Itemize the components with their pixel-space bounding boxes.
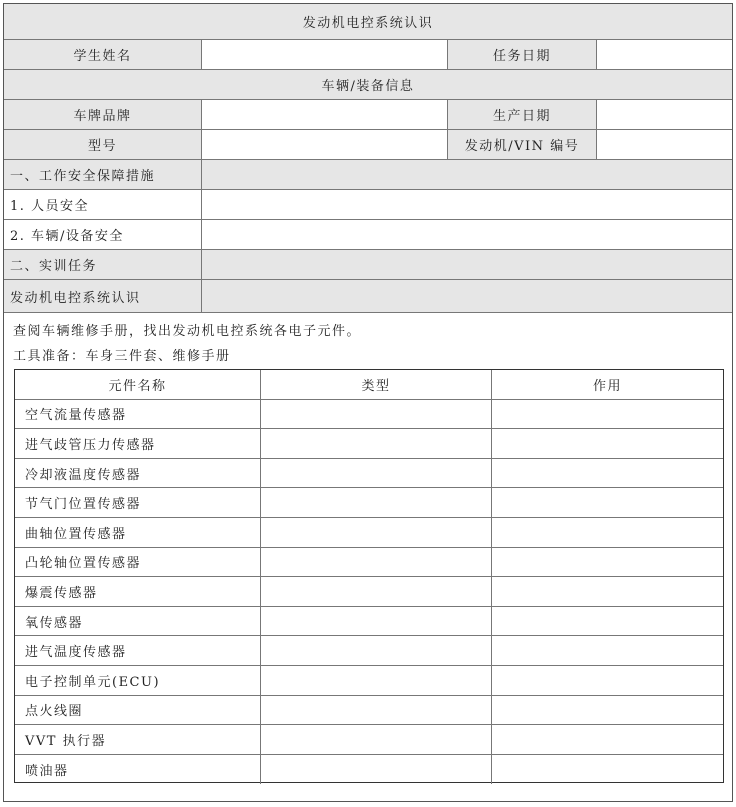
component-type-field[interactable]	[261, 400, 492, 429]
training-section-fill	[202, 250, 732, 279]
plate-brand-label: 车牌品牌	[4, 100, 202, 129]
component-function-field[interactable]	[492, 725, 723, 754]
instruction-line-2: 工具准备：车身三件套、维修手册	[13, 349, 231, 364]
component-function-field[interactable]	[492, 518, 723, 547]
component-function-field[interactable]	[492, 636, 723, 665]
model-field[interactable]	[202, 130, 448, 159]
plate-row	[4, 100, 732, 130]
component-name: 氧传感器	[15, 607, 261, 636]
table-row	[15, 518, 723, 548]
component-name: VVT 执行器	[15, 725, 261, 754]
component-name: 进气温度传感器	[15, 636, 261, 665]
personal-safety-label: 1. 人员安全	[4, 190, 202, 219]
task-date-field[interactable]	[597, 40, 732, 69]
component-type-field[interactable]	[261, 577, 492, 606]
engine-vin-label: 发动机/VIN 编号	[448, 130, 597, 159]
safety-section-title: 一、工作安全保障措施	[4, 160, 202, 189]
production-date-label: 生产日期	[448, 100, 597, 129]
student-name-label: 学生姓名	[4, 40, 202, 69]
safety-section-fill	[202, 160, 732, 189]
component-type-field[interactable]	[261, 459, 492, 488]
component-function-field[interactable]	[492, 459, 723, 488]
instruction-line-1: 查阅车辆维修手册，找出发动机电控系统各电子元件。	[13, 324, 362, 339]
table-row	[15, 725, 723, 755]
table-row	[15, 400, 723, 430]
task-row	[4, 280, 732, 313]
table-row	[15, 696, 723, 726]
component-name: 爆震传感器	[15, 577, 261, 606]
plate-brand-field[interactable]	[202, 100, 448, 129]
component-type-field[interactable]	[261, 636, 492, 665]
component-type-field[interactable]	[261, 488, 492, 517]
component-name: 进气歧管压力传感器	[15, 429, 261, 458]
component-type-field[interactable]	[261, 429, 492, 458]
component-name: 电子控制单元(ECU)	[15, 666, 261, 695]
vehicle-safety-label: 2. 车辆/设备安全	[4, 220, 202, 249]
table-row	[15, 636, 723, 666]
training-section-title: 二、实训任务	[4, 250, 202, 279]
vehicle-info-heading: 车辆/装备信息	[4, 70, 732, 99]
col-header-function: 作用	[592, 378, 622, 394]
components-table	[14, 369, 724, 783]
component-type-field[interactable]	[261, 696, 492, 725]
table-row	[15, 577, 723, 607]
personal-safety-row	[4, 190, 732, 220]
table-row	[15, 607, 723, 637]
vehicle-info-row	[4, 70, 732, 100]
component-function-field[interactable]	[492, 548, 723, 577]
worksheet-title: 发动机电控系统认识	[4, 4, 732, 39]
component-function-field[interactable]	[492, 577, 723, 606]
component-function-field[interactable]	[492, 488, 723, 517]
table-row	[15, 488, 723, 518]
component-type-field[interactable]	[261, 666, 492, 695]
title-row	[4, 4, 732, 40]
component-name: 冷却液温度传感器	[15, 459, 261, 488]
table-row	[15, 548, 723, 578]
task-name-label: 发动机电控系统认识	[4, 280, 202, 312]
table-header-row	[15, 370, 723, 400]
training-section-row	[4, 250, 732, 280]
component-function-field[interactable]	[492, 666, 723, 695]
personal-safety-field[interactable]	[202, 190, 732, 219]
component-name: 点火线圈	[15, 696, 261, 725]
component-type-field[interactable]	[261, 755, 492, 785]
col-header-type: 类型	[261, 370, 492, 399]
safety-section-row	[4, 160, 732, 190]
production-date-field[interactable]	[597, 100, 732, 129]
component-type-field[interactable]	[261, 725, 492, 754]
vehicle-safety-row	[4, 220, 732, 250]
component-function-field[interactable]	[492, 696, 723, 725]
component-type-field[interactable]	[261, 518, 492, 547]
component-name: 曲轴位置传感器	[15, 518, 261, 547]
student-name-field[interactable]	[202, 40, 448, 69]
table-row	[15, 755, 723, 785]
table-row	[15, 666, 723, 696]
component-function-field[interactable]	[492, 400, 723, 429]
component-function-field[interactable]	[492, 607, 723, 636]
component-name: 空气流量传感器	[15, 400, 261, 429]
worksheet	[3, 3, 733, 802]
component-type-field[interactable]	[261, 607, 492, 636]
vehicle-safety-field[interactable]	[202, 220, 732, 249]
engine-vin-field[interactable]	[597, 130, 732, 159]
task-date-label: 任务日期	[448, 40, 597, 69]
col-header-name: 元件名称	[15, 370, 261, 399]
component-name: 凸轮轴位置传感器	[15, 548, 261, 577]
component-name: 喷油器	[15, 755, 261, 785]
component-function-field[interactable]	[492, 755, 723, 785]
task-name-fill	[202, 280, 732, 312]
table-row	[15, 429, 723, 459]
component-function-field[interactable]	[492, 429, 723, 458]
model-row	[4, 130, 732, 160]
table-row	[15, 459, 723, 489]
model-label: 型号	[4, 130, 202, 159]
component-name: 节气门位置传感器	[15, 488, 261, 517]
component-type-field[interactable]	[261, 548, 492, 577]
student-row	[4, 40, 732, 70]
